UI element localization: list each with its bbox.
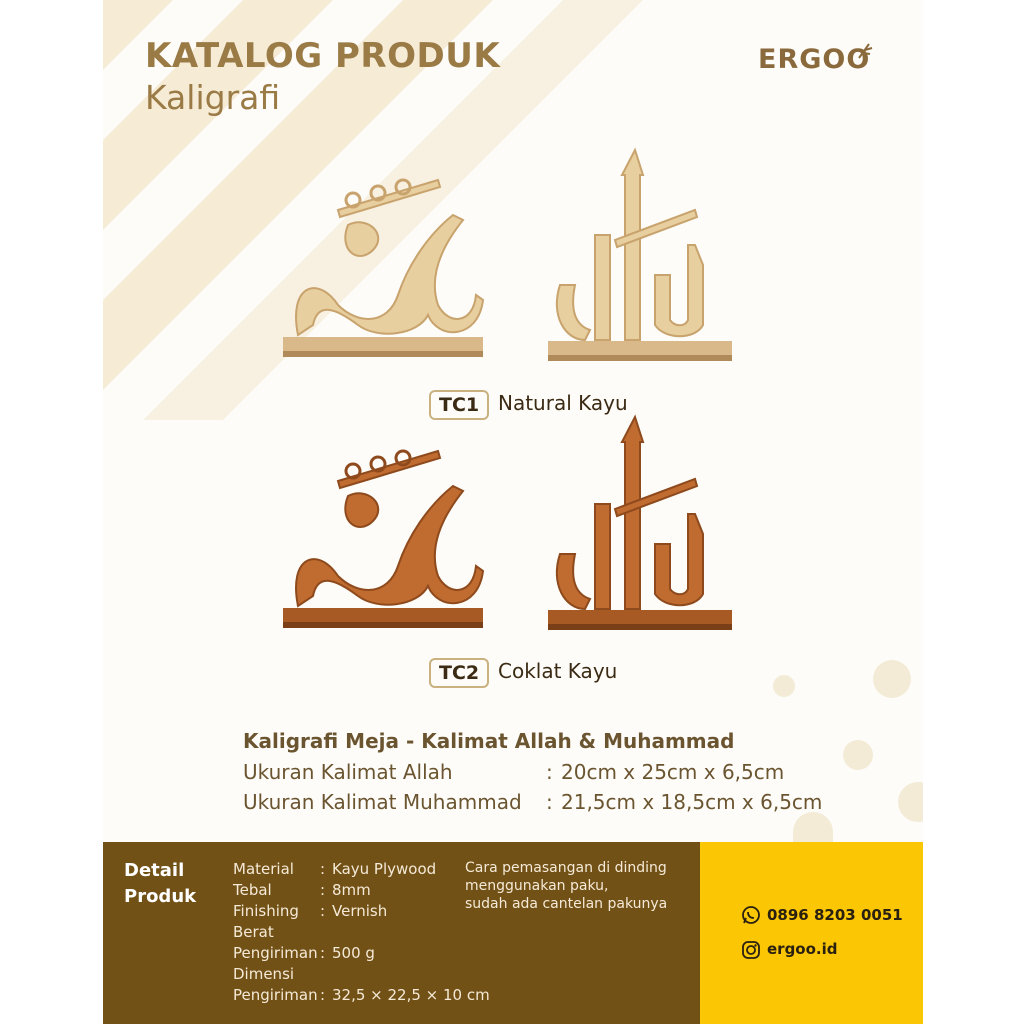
spec-value: 500 g (332, 944, 375, 962)
contact-panel (700, 842, 923, 1024)
size-value: 20cm x 25cm x 6,5cm (561, 760, 785, 784)
spec-value: Vernish (332, 902, 388, 920)
product-variant-label: Natural Kayu (498, 391, 628, 415)
size-separator: : (546, 760, 553, 784)
size-separator: : (546, 790, 553, 814)
catalog-subtitle: Kaligrafi (145, 78, 281, 117)
installation-note: Cara pemasangan di dinding (465, 860, 667, 876)
size-label: Ukuran Kalimat Muhammad (243, 790, 522, 814)
spec-label: Finishing (233, 902, 299, 920)
decor-dot (873, 660, 911, 698)
allah-calligraphy-brown (545, 412, 735, 634)
spec-label: Dimensi (233, 965, 295, 983)
muhammad-calligraphy-brown (278, 442, 488, 630)
spec-separator: : (320, 881, 326, 899)
instagram-handle[interactable]: ergoo.id (767, 940, 838, 958)
size-label: Ukuran Kalimat Allah (243, 760, 453, 784)
whatsapp-icon (741, 905, 761, 925)
spec-label: Pengiriman (233, 986, 318, 1004)
product-code-badge: TC2 (429, 658, 489, 688)
detail-heading: Produk (124, 886, 197, 907)
decor-dot (793, 812, 833, 842)
catalog-title: KATALOG PRODUK (145, 36, 501, 76)
decor-dot (843, 740, 873, 770)
spec-separator: : (320, 860, 326, 878)
allah-calligraphy-natural (545, 145, 735, 365)
size-value: 21,5cm x 18,5cm x 6,5cm (561, 790, 823, 814)
decor-dot (773, 675, 795, 697)
product-code-badge: TC1 (429, 390, 489, 420)
spec-label: Material (233, 860, 294, 878)
installation-note: menggunakan paku, (465, 878, 609, 894)
detail-heading: Detail (124, 860, 185, 881)
spec-separator: : (320, 986, 326, 1004)
phone-number[interactable]: 0896 8203 0051 (767, 906, 903, 924)
leaf-icon (855, 40, 875, 62)
spec-separator: : (320, 944, 326, 962)
spec-value: 32,5 × 22,5 × 10 cm (332, 986, 490, 1004)
spec-value: 8mm (332, 881, 371, 899)
product-variant-label: Coklat Kayu (498, 659, 618, 683)
catalog-page (103, 0, 923, 1024)
product-description-title: Kaligrafi Meja - Kalimat Allah & Muhammad (243, 729, 735, 753)
decor-dot (898, 782, 923, 822)
spec-label: Tebal (233, 881, 272, 899)
spec-label: Pengiriman (233, 944, 318, 962)
spec-separator: : (320, 902, 326, 920)
spec-label: Berat (233, 923, 274, 941)
brand-logo: ERGOO (758, 44, 871, 75)
instagram-icon (741, 940, 761, 960)
muhammad-calligraphy-natural (278, 175, 488, 360)
spec-value: Kayu Plywood (332, 860, 437, 878)
installation-note: sudah ada cantelan pakunya (465, 896, 668, 912)
